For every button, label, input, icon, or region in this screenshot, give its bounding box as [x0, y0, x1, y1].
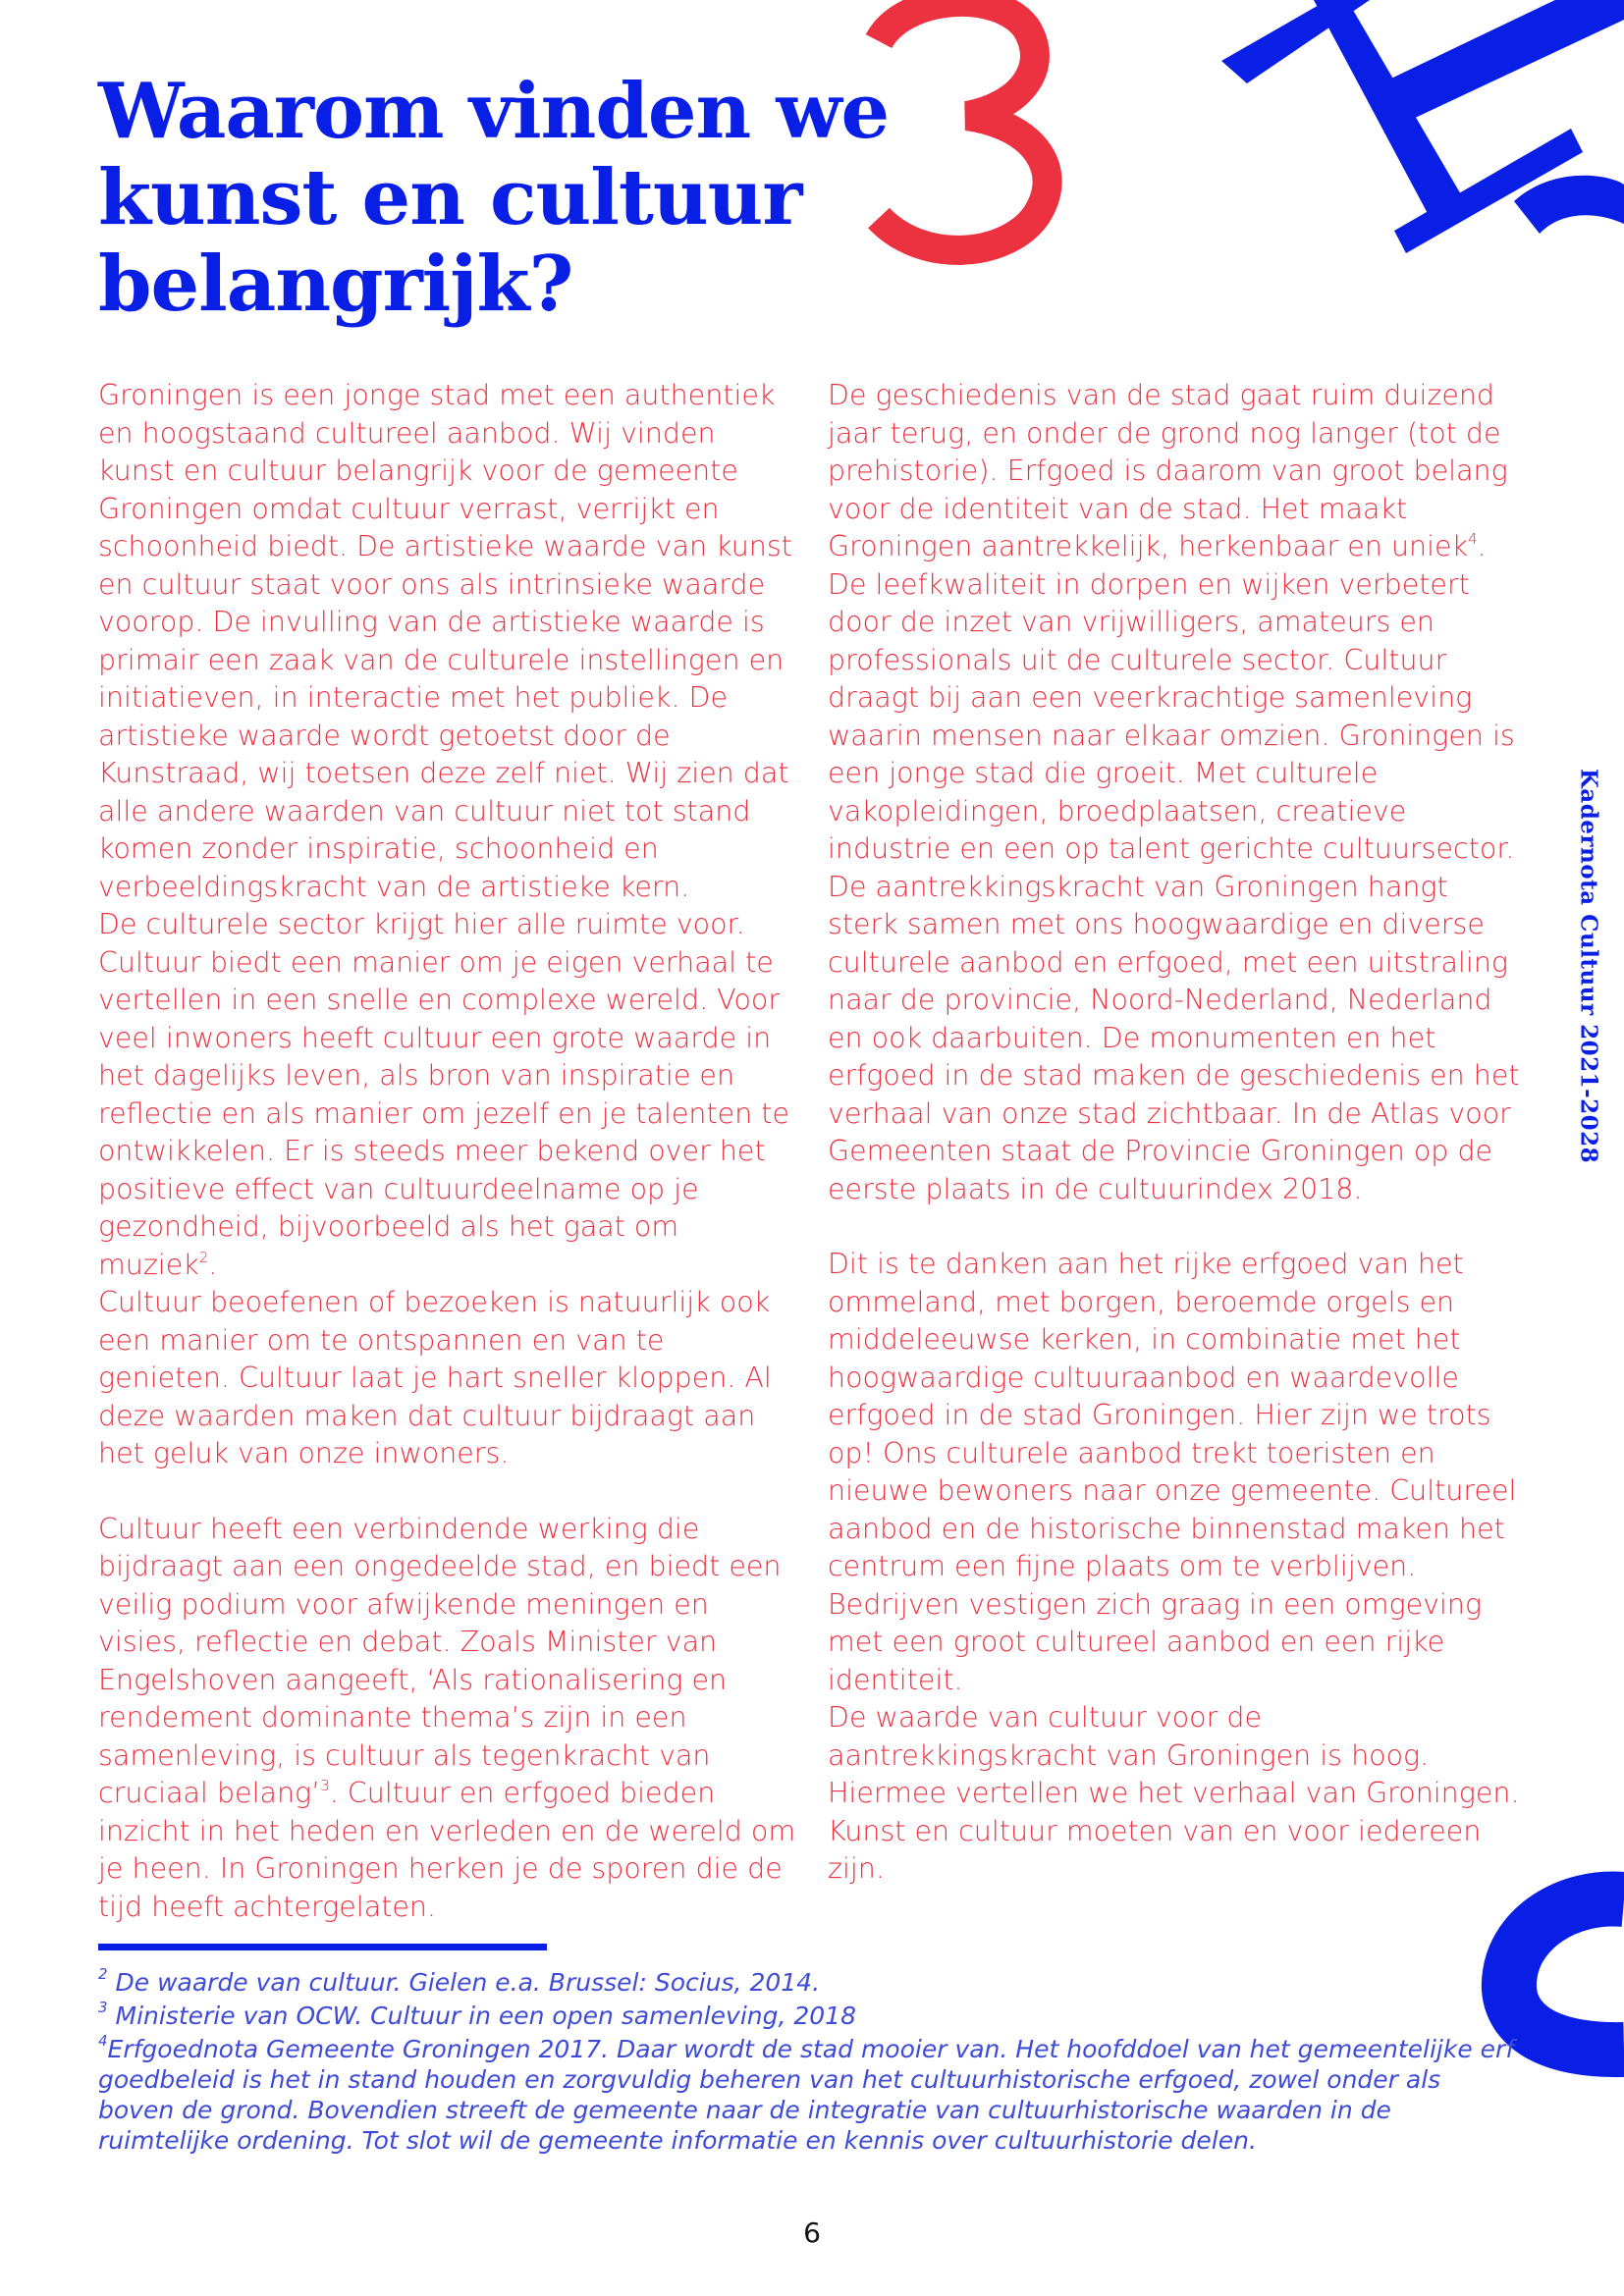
footnote-ref: 2 — [198, 1248, 209, 1266]
decorative-letter-k — [1221, 0, 1624, 253]
paragraph: De culturele sector krijgt hier alle ruimte voor. Cultuur biedt een manier om je eigen verhaal te vertellen in een snelle en complexe wereld. Voor veel inwoners heeft cultuur een grote waarde in het dagelijks leven, als bron van inspiratie en reflectie en als manier om jezelf en je talenten te ontwikkelen. Er is steeds meer bekend over het positieve effect van cultuurdeelname op je gezondheid, bijvoorbeeld als het gaat om muziek$^2$. — [98, 908, 790, 1281]
paragraph-text: Cultuur heeft een verbindende werking die bijdraagt aan een ongedeelde stad, en biedt een veilig podium voor afwijkende meningen en visies, reflectie en debat. Zoals Minister van Engelshoven aangeeft, ‘Als rationalisering en rendement dominante thema’s zijn in een samenleving, is cultuur als tegenkracht van cruciaal belang’ — [98, 1512, 782, 1809]
footnote — [98, 1967, 1522, 1998]
paragraph-text: De geschiedenis van de stad gaat ruim duizend jaar terug, en onder de grond nog langer (tot de prehistorie). Erfgoed is daarom van groot belang voor de identiteit van de stad. Het maakt Groningen aantrekkelijk, herkenbaar en uniek — [828, 379, 1508, 562]
footnote-divider — [98, 1944, 547, 1950]
paragraph: Groningen is een jonge stad met een authentiek en hoogstaand cultureel aanbod. Wij vinden kunst en cultuur belangrijk voor de gemeente Groningen omdat cultuur verrast, verrijkt en schoonheid biedt. De artistieke waarde van kunst en cultuur staat voor ons als intrinsieke waarde voorop. De invulling van de artistieke waarde is primair een zaak van de culturele instellingen en initiatieven, in interactie met het publiek. De artistieke waarde wordt getoetst door de Kunstraad, wij toetsen deze zelf niet. Wij zien dat alle andere waarden van cultuur niet tot stand komen zonder inspiratie, schoonheid en verbeeldingskracht van de artistieke kern. — [98, 379, 792, 903]
paragraph: Cultuur beoefenen of bezoeken is natuurlijk ook een manier om te ontspannen en van te genieten. Cultuur laat je hart sneller kloppen. Al deze waarden maken dat cultuur bijdraagt aan het geluk van onze inwoners. — [98, 1286, 772, 1469]
footnote — [98, 2034, 1522, 2156]
footnote — [98, 2001, 1522, 2031]
footnotes — [98, 1967, 1522, 2159]
page-title: Waarom vinden we kunst en cultuur belangrijk? — [98, 67, 890, 329]
paragraph-text: De culturele sector krijgt hier alle ruimte voor. Cultuur biedt een manier om je eigen verhaal te vertellen in een snelle en complexe wereld. Voor veel inwoners heeft cultuur een grote waarde in het dagelijks leven, als bron van inspiratie en reflectie en als manier om jezelf en je talenten te ontwikkelen. Er is steeds meer bekend over het positieve effect van cultuurdeelname op je gezondheid, bijvoorbeeld als het gaat om muziek — [98, 908, 790, 1281]
paragraph: De geschiedenis van de stad gaat ruim duizend jaar terug, en onder de grond nog langer (tot de prehistorie). Erfgoed is daarom van groot belang voor de identiteit van de stad. Het maakt Groningen aantrekkelijk, herkenbaar en uniek$^4$. — [828, 379, 1508, 562]
paragraph-text: Cultuur en erfgoed bieden inzicht in het heden en verleden en de wereld om je heen. In Groningen herken je de sporen die de tijd heeft achtergelaten. — [98, 1777, 796, 1923]
footnote-text: Ministerie van OCW. Cultuur in een open samenleving, 2018 — [115, 2002, 856, 2030]
footnote-text: De waarde van cultuur. Gielen e.a. Brussel: Socius, 2014. — [115, 1968, 821, 1997]
paragraph: Dit is te danken aan het rijke erfgoed van het ommeland, met borgen, beroemde orgels en middeleeuwse kerken, in combinatie met het hoogwaardige cultuuraanbod en waardevolle erfgoed in de stad Groningen. Hier zijn we trots op! Ons culturele aanbod trekt toeristen en nieuwe bewoners naar onze gemeente. Cultureel aanbod en de historische binnenstad maken het centrum een fijne plaats om te verblijven. Bedrijven vestigen zich graag in een omgeving met een groot cultureel aanbod en een rijke identiteit. — [828, 1248, 1517, 1696]
paragraph: De leefkwaliteit in dorpen en wijken verbetert door de inzet van vrijwilligers, amateurs en professionals uit de culturele sector. Cultuur draagt bij aan een veerkrachtige samenleving waarin mensen naar elkaar omzien. Groningen is een jonge stad die groeit. Met culturele vakopleidingen, broedplaatsen, creatieve industrie en een op talent gerichte cultuursector. De aantrekkingskracht van Groningen hangt sterk samen met ons hoogwaardige en diverse culturele aanbod en erfgoed, met een uitstraling naar de provincie, Noord-Nederland, Nederland en ook daarbuiten. De monumenten en het erfgoed in de stad maken de geschiedenis en het verhaal van onze stad zichtbaar. In de Atlas voor Gemeenten staat de Provincie Groningen op de eerste plaats in de cultuurindex 2018. — [828, 567, 1520, 1205]
footnote-number: 4 — [98, 2032, 108, 2050]
footnote-number: 3 — [98, 1999, 108, 2016]
page-number: 6 — [803, 2216, 821, 2249]
footnote-ref: 4 — [1468, 530, 1478, 548]
footnote-text: Erfgoednota Gemeente Groningen 2017. Daar wordt de stad mooier van. Het hoofddoel van het gemeentelijke erf goedbeleid is het in stand houden en zorgvuldig beheren van het cultuurhistorische erfgoed, zowel onder als boven de grond. Bovendien streeft de gemeente naar de integratie van cultuurhistorische waarden in de ruimtelijke ordening. Tot slot wil de gemeente informatie en kennis over cultuurhistorie delen. — [98, 2035, 1515, 2155]
paragraph: De waarde van cultuur voor de aantrekkingskracht van Groningen is hoog. Hiermee vertellen we het verhaal van Groningen. Kunst en cultuur moeten van en voor iedereen zijn. — [828, 1701, 1520, 1885]
decorative-arc — [1509, 1899, 1624, 2051]
right-column — [828, 377, 1527, 1889]
footnote-number: 2 — [98, 1965, 108, 1983]
paragraph: Cultuur heeft een verbindende werking die bijdraagt aan een ongedeelde stad, en biedt een veilig podium voor afwijkende meningen en visies, reflectie en debat. Zoals Minister van Engelshoven aangeeft, ‘Als rationalisering en rendement dominante thema’s zijn in een samenleving, is cultuur als tegenkracht van cruciaal belang’$^3$. Cultuur en erfgoed bieden inzicht in het heden en verleden en de wereld om je heen. In Groningen herken je de sporen die de tijd heeft achtergelaten. — [98, 1512, 796, 1923]
side-label: Kadernota Cultuur 2021-2028 — [1575, 768, 1602, 1164]
left-column — [98, 377, 797, 1926]
footnote-ref: 3 — [320, 1777, 330, 1794]
